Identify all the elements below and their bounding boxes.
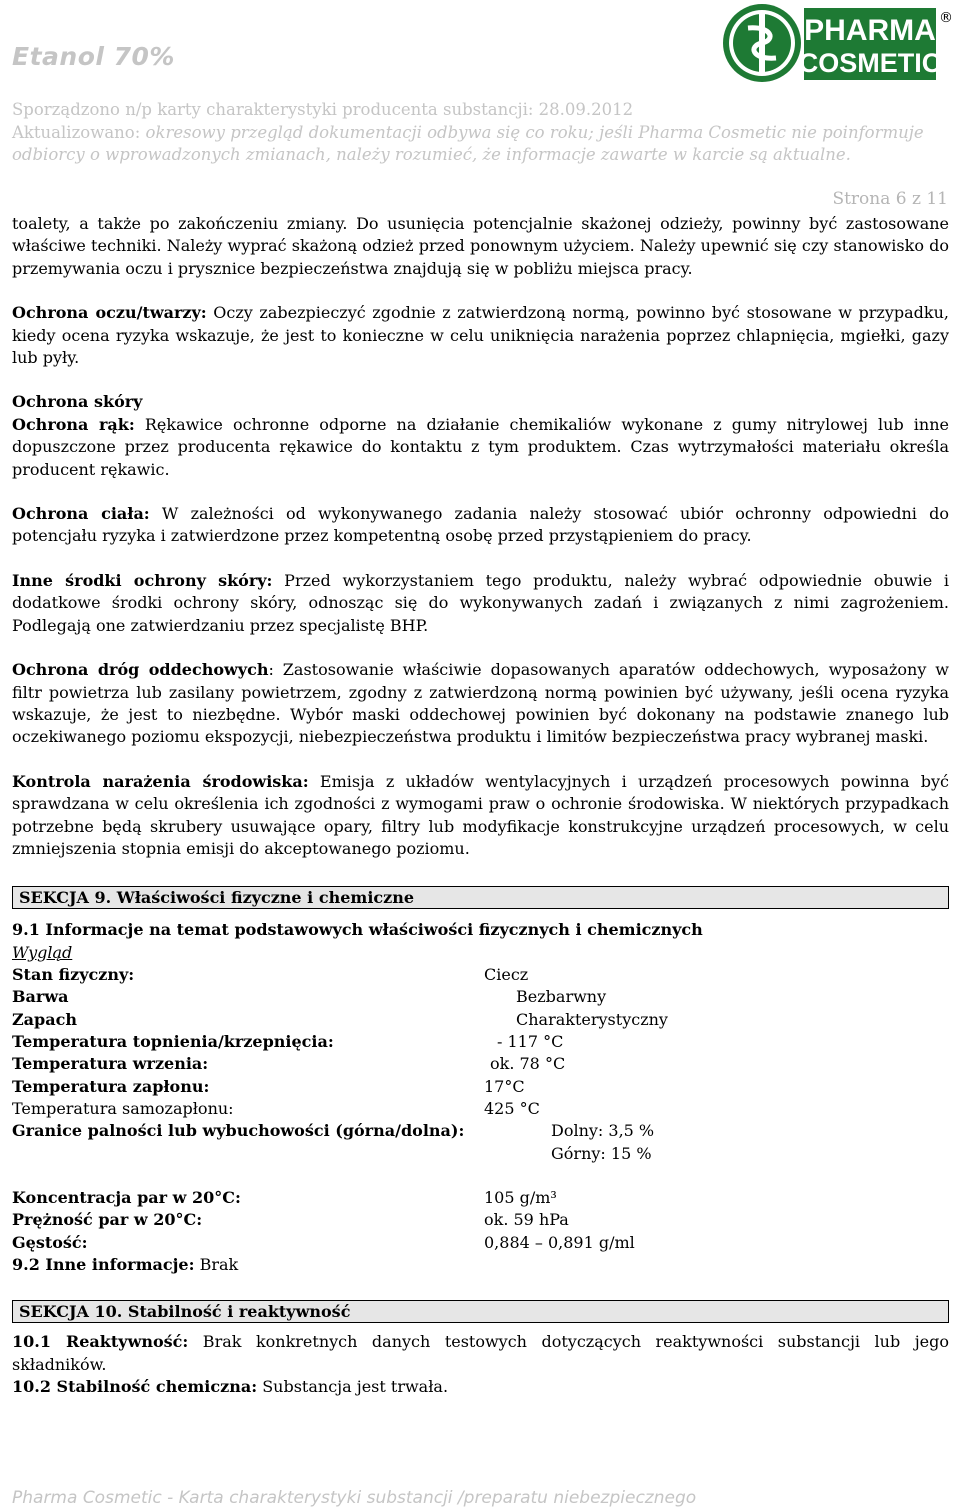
prepared-line: Sporządzono n/p karty charakterystyki producenta substancji: 28.09.2012 xyxy=(12,100,634,119)
property-row: Temperatura topnienia/krzepnięcia: - 117 °C xyxy=(12,1032,564,1052)
property-row-spacer xyxy=(12,1165,949,1187)
section-9-header: SEKCJA 9. Właściwości fizyczne i chemiczne xyxy=(12,886,949,909)
section-10-1-reactivity: 10.1 Reaktywność: Brak konkretnych danych testowych dotyczących reaktywności substancji lub jego składników. xyxy=(12,1332,950,1374)
property-row: Granice palności lub wybuchowości (górna/dolna): Dolny: 3,5 % xyxy=(12,1121,655,1141)
updated-line: Aktualizowano: okresowy przegląd dokumentacji odbywa się co roku; jeśli Pharma Cosmetic nie poinformuje odbiorcy o wprowadzonych zmianach, należy rozumieć, że informacje zawarte w karcie są aktualne. xyxy=(12,122,924,164)
heading-skin-protection: Ochrona skóry xyxy=(12,392,143,412)
property-row: Koncentracja par w 20°C: 105 g/m³ xyxy=(12,1188,557,1208)
property-row: Temperatura wrzenia: ok. 78 °C xyxy=(12,1054,566,1074)
document-title: Etanol 70% xyxy=(12,42,175,71)
paragraph-respiratory-protection: Ochrona dróg oddechowych: Zastosowanie właściwie dopasowanych aparatów oddechowych, wyposażony w filtr powietrza lub zasilany powietrzem, zgodny z zatwierdzoną normą powinien być używany, jeśli ocena ryzyka wskazuje, że jest to niezbędne. Wybór maski oddechowej powinien być dokonany na podstawie znanego lub oczekiwanego poziomu ekspozycji, niebezpieczeństwa produktu i limitów bezpieczeństwa pracy wybranej maski. xyxy=(12,660,949,747)
properties-list xyxy=(12,964,949,1254)
property-row: Gęstość: 0,884 – 0,891 g/ml xyxy=(12,1232,635,1252)
svg-text:®: ® xyxy=(939,10,953,26)
paragraph-continued: toalety, a także po zakończeniu zmiany. Do usunięcia potencjalnie skażonej odzieży, powinny być zastosowane właściwe techniki. Należy wyprać skażoną odzież przed ponownym użyciem. Należy upewnić się czy stanowisko do przemywania oczu i prysznice bezpieczeństwa znajdują się w pobliżu miejsca pracy. xyxy=(12,214,949,278)
property-row: Prężność par w 20°C: ok. 59 hPa xyxy=(12,1210,569,1230)
pharma-cosmetic-logo xyxy=(720,0,958,86)
section-9-1-heading: 9.1 Informacje na temat podstawowych właściwości fizycznych i chemicznych xyxy=(12,920,703,940)
property-row: Temperatura samozapłonu: 425 °C xyxy=(12,1098,540,1118)
paragraph-eye-protection: Ochrona oczu/twarzy: Oczy zabezpieczyć zgodnie z zatwierdzoną normą, powinno być stosowane w przypadku, kiedy ocena ryzyka wskazuje, że jest to konieczne w celu uniknięcia narażenia poprzez chlapnięcia, mgiełki, gazy lub pyły. xyxy=(12,303,949,368)
property-row: Zapach Charakterystyczny xyxy=(12,1009,668,1029)
document-body xyxy=(12,213,949,1399)
document-meta xyxy=(12,99,932,167)
paragraph-hand-protection: Ochrona rąk: Rękawice ochronne odporne na działanie chemikaliów wykonane z gumy nitrylowej lub inne dopuszczone przez producenta rękawice do kontaktu z tym produktem. Czas wytrzymałości materiału określa producent rękawic. xyxy=(12,414,949,479)
property-row: Temperatura zapłonu: 17°C xyxy=(12,1076,525,1096)
appearance-label: Wygląd xyxy=(12,942,73,962)
section-10-2-stability: 10.2 Stabilność chemiczna: Substancja jest trwała. xyxy=(12,1377,449,1397)
page-number: Strona 6 z 11 xyxy=(832,189,948,209)
page-footer: Pharma Cosmetic - Karta charakterystyki substancji /preparatu niebezpiecznego xyxy=(12,1488,697,1508)
paragraph-body-protection: Ochrona ciała: W zależności od wykonywanego zadania należy stosować ubiór ochronny odpowiedni do potencjału ryzyka i zatwierdzone przez kompetentną osobę przed przystąpieniem do pracy. xyxy=(12,504,949,546)
section-9-2-other-info: 9.2 Inne informacje: Brak xyxy=(12,1255,239,1275)
section-10-header: SEKCJA 10. Stabilność i reaktywność xyxy=(12,1300,949,1323)
paragraph-other-skin-protection: Inne środki ochrony skóry: Przed wykorzystaniem tego produktu, należy wybrać odpowiednie obuwie i dodatkowe środki ochrony skóry, odnosząc się do wykonywanych zadań i związanych z nimi zagrożeniem. Podlegają one zatwierdzaniu przez specjalistę BHP. xyxy=(12,570,950,635)
svg-text:COSMETIC: COSMETIC xyxy=(798,48,942,78)
paragraph-environmental-exposure: Kontrola narażenia środowiska: Emisja z układów wentylacyjnych i urządzeń procesowych powinna być sprawdzana w celu określenia ich zgodności z wymogami praw o ochronie środowiska. W niektórych przypadkach potrzebne będą skrubery usuwające opary, filtry lub modyfikacje konstrukcyjne urządzeń procesowych, w celu zmniejszenia stopnia emisji do akceptowanego poziomu. xyxy=(12,771,950,858)
property-row: Stan fizyczny: Ciecz xyxy=(12,965,529,985)
property-row: Górny: 15 % xyxy=(551,1143,652,1163)
property-row: Barwa Bezbarwny xyxy=(12,987,607,1007)
svg-text:PHARMA: PHARMA xyxy=(804,14,936,47)
